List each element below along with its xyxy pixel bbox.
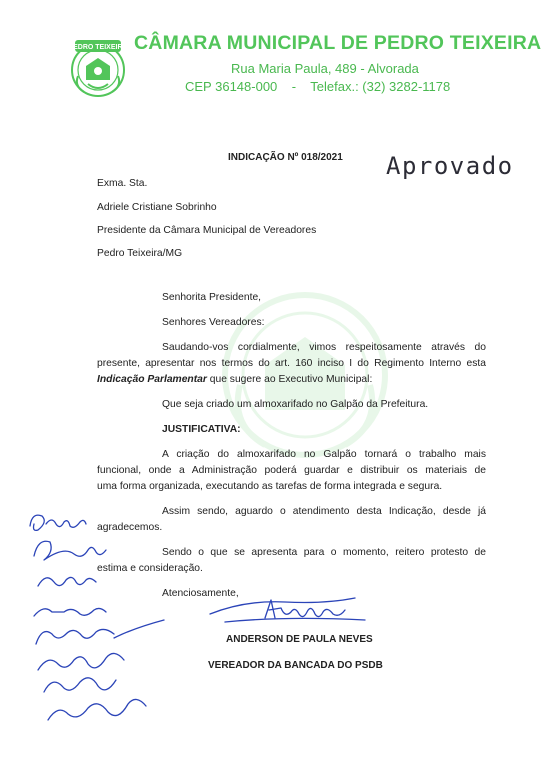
request-paragraph: Que seja criado um almoxarifado no Galpão da Prefeitura. [162,399,429,410]
seal-text: PEDRO TEIXEIRA [68,44,128,51]
org-address: Rua Maria Paula, 489 - Alvorada [231,61,419,76]
org-title: CÂMARA MUNICIPAL DE PEDRO TEIXEIRA [134,32,542,54]
farewell: Atenciosamente, [162,588,239,599]
municipal-seal-icon [66,36,130,100]
closing-line: Assim sendo, aguardo o atendimento desta Indicação, desde já [162,506,486,517]
salutation: Senhores Vereadores: [162,317,265,328]
justification-line: A criação do almoxarifado no Galpão tornará o trabalho mais [162,449,486,460]
document-number: INDICAÇÃO Nº 018/2021 [228,152,343,163]
justification-line: funcional, onde a Administração poderá guardar e distribuir os materiais de [97,465,486,476]
indication-emphasis: Indicação Parlamentar [97,374,207,385]
intro-line: Saudando-vos cordialmente, vimos respeitosamente através do [162,342,486,353]
signer-role: VEREADOR DA BANCADA DO PSDB [208,660,383,671]
intro-paragraph [97,340,486,388]
closing-line: estima e consideração. [97,563,203,574]
org-contact: CEP 36148-000 - Telefax.: (32) 3282-1178 [185,79,451,94]
justification-heading: JUSTIFICATIVA: [162,424,241,435]
author-signature [205,592,375,628]
closing-line: Sendo o que se apresenta para o momento, reitero protesto de [162,547,486,558]
recipient-line: Presidente da Câmara Municipal de Vereadores [97,225,317,236]
recipient-line: Exma. Sta. [97,178,148,189]
council-signatures [24,508,174,728]
salutation: Senhorita Presidente, [162,292,262,303]
signer-name: ANDERSON DE PAULA NEVES [226,634,373,645]
intro-tail: que sugere ao Executivo Municipal: [206,374,373,385]
justification-paragraph [97,447,486,495]
closing-line: agradecemos. [97,522,163,533]
justification-line: uma forma organizada, executando as tarefas de forma integrada e segura. [97,481,443,492]
recipient-line: Adriele Cristiane Sobrinho [97,202,217,213]
approved-stamp: Aprovado [386,152,514,180]
intro-line: presente, apresentar nos termos do art. 160 inciso I do Regimento Interno esta [97,358,486,369]
recipient-line: Pedro Teixeira/MG [97,248,183,259]
